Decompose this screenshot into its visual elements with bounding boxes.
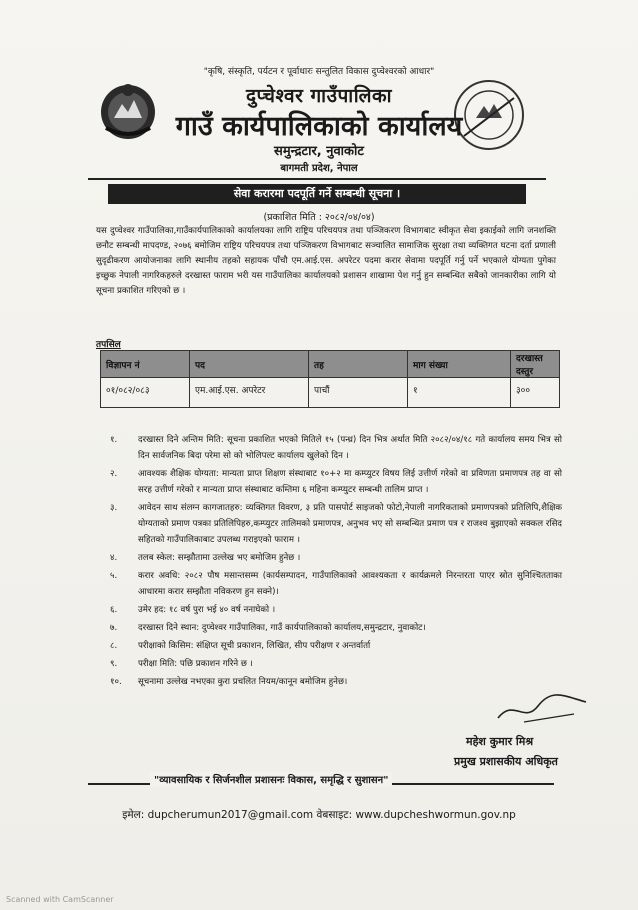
cell-level: पाचौं	[309, 378, 408, 408]
term-number: १०.	[110, 677, 122, 687]
list-item	[110, 568, 562, 600]
term-number: ४.	[110, 553, 118, 563]
term-number: ६.	[110, 605, 118, 615]
terms-list	[110, 432, 562, 692]
notice-title: सेवा करारमा पदपूर्ति गर्ने सम्बन्धी सूचना ।	[108, 184, 526, 204]
col-position: पद	[190, 351, 309, 378]
term-text: परीक्षाको किसिम: संक्षिप्त सूची प्रकाशन, लिखित, सीप परीक्षण र अन्तर्वार्ता	[138, 641, 371, 651]
term-number: ५.	[110, 571, 118, 581]
term-text: सूचनामा उल्लेख नभएका कुरा प्रचलित नियम/कानून बमोजिम हुनेछ।	[138, 677, 348, 687]
list-item	[110, 602, 562, 618]
list-item	[110, 432, 562, 464]
list-item	[110, 638, 562, 654]
col-application-fee: दरखास्त दस्तुर	[511, 351, 560, 378]
signatory-name: महेश कुमार मिश्र	[466, 735, 534, 748]
scanner-watermark: Scanned with CamScanner	[6, 895, 114, 904]
signature-icon	[494, 688, 590, 728]
intro-paragraph: यस दुप्चेश्वर गाउँपालिका,गाउँकार्यपालिकाको कार्यालयका लागि राष्ट्रिय परिचयपत्र तथा पञ्जिकरण विभागबाट स्वीकृत सेवा इकाईको लागि जनशक्ति छनौट सम्बन्धी मापदण्ड, २०७६ बमोजिम राष्ट्रिय परिचयपत्र तथा पञ्जिकरण विभागबाट सञ्चालित सामाजिक सुरक्षा तथा व्यक्तिगत घटना दर्ता प्रणाली सुदृढीकरण आयोजनाका लागि स्थानीय तहको सहायक पाँचौ एम.आई.एस. अपरेटर पदमा करार सेवामा पदपूर्ति गर्नु पर्ने भएकाले योग्यता पुगेका इच्छुक नेपाली नागरिकहरुले दरखास्त फाराम भरी यस गाउँपालिका कार्यालयको प्रशासन शाखामा पेश गर्नु हुन सम्बन्धित सबैको जानकारीका लागि यो सूचना प्रकाशित गरिएको छ ।	[96, 226, 556, 296]
term-number: १.	[110, 435, 118, 445]
cell-ad-number: ०१/०८२/०८३	[101, 378, 190, 408]
term-number: ८.	[110, 641, 118, 651]
address: समुन्द्रटार, नुवाकोट	[274, 144, 364, 159]
signatory-title: प्रमुख प्रशासकीय अधिकृत	[454, 755, 558, 768]
header-divider	[88, 178, 546, 180]
cell-demand-count: १	[408, 378, 511, 408]
term-text: तलब स्केल: सम्झौतामा उल्लेख भए बमोजिम हुनेछ ।	[138, 553, 301, 563]
tapasil-label: तपसिल	[96, 340, 121, 350]
top-motto: "कृषि, संस्कृति, पर्यटन र पूर्वाधारः सन्तुलित विकास दुप्चेश्वरको आधार"	[203, 67, 435, 77]
col-ad-number: विज्ञापन नं	[101, 351, 190, 378]
term-text: उमेर हद: १८ वर्ष पुरा भई ४० वर्ष ननाघेको ।	[138, 605, 276, 615]
footer-motto: "व्यावसायिक र सिर्जनशील प्रशासनः विकास, समृद्धि र सुशासन"	[150, 772, 392, 786]
cell-application-fee: ३००	[511, 378, 560, 408]
term-number: ३.	[110, 503, 118, 513]
list-item	[110, 550, 562, 566]
vacancy-table	[100, 350, 560, 408]
term-number: ७.	[110, 623, 118, 633]
published-date: (प्रकाशित मिति : २०८२/०४/०४)	[263, 212, 375, 223]
col-demand-count: माग संख्या	[408, 351, 511, 378]
col-level: तह	[309, 351, 408, 378]
list-item	[110, 466, 562, 498]
province: बागमती प्रदेश, नेपाल	[280, 163, 358, 174]
table-row	[101, 378, 560, 408]
list-item	[110, 500, 562, 548]
term-text: दरखास्त दिने अन्तिम मिति: सूचना प्रकाशित भएको मितिले १५ (पन्ध्र) दिन भित्र अर्थात मिति २०८२/०४/१८ गते कार्यालय समय भित्र सो दिन सार्वजनिक बिदा परेमा सो को भोलिपल्ट कार्यालय खुलेको दिन ।	[138, 435, 562, 461]
contact-info: इमेल: dupcherumun2017@gmail.com वेबसाइट: www.dupcheshwormun.gov.np	[122, 809, 516, 821]
list-item	[110, 656, 562, 672]
term-number: २.	[110, 469, 118, 479]
term-text: आवेदन साथ संलग्न कागजातहरु: व्यक्तिगत विवरण, ३ प्रति पासपोर्ट साइजको फोटो,नेपाली नागरिकताको प्रमाणपत्रको प्रतिलिपि,शैक्षिक योग्यताको प्रमाण पत्रका प्रतिलिपिहरु,कम्प्युटर तालिमको प्रमाणपत्र, अनुभव भए सो सम्बन्धित प्रमाण पत्र र राजश्व बुझाएको सक्कल रसिद सहितको गाउँपालिकाबाट उपलब्ध गराइएको फाराम ।	[138, 503, 562, 545]
term-text: करार अवधि: २०८२ पौष मसान्तसम्म (कार्यसम्पादन, गाउँपालिकाको आवश्यकता र कार्यक्रमले निरन्तरता पाएर स्रोत सुनिश्चितताका आधारमा करार सम्झौता नविकरण हुन सक्ने)।	[138, 571, 562, 597]
term-text: दरखास्त दिने स्थान: दुप्चेश्वर गाउँपालिका, गाउँ कार्यपालिकाको कार्यालय,समुन्द्रटार, नुवाकोट।	[138, 623, 426, 633]
cell-position: एम.आई.एस. अपरेटर	[190, 378, 309, 408]
office-name: गाउँ कार्यपालिकाको कार्यालय	[175, 111, 463, 142]
term-text: आवश्यक शैक्षिक योग्यता: मान्यता प्राप्त शिक्षण संस्थाबाट १०+२ मा कम्प्युटर विषय लिई उत्तीर्ण गरेको वा प्रविणता प्रमाणपत्र तह वा सो सरह उत्तीर्ण गरेको र मान्यता प्राप्त संस्थाबाट कम्तिमा ६ महिना कम्प्युटर सम्बन्धी तालिम प्राप्त ।	[138, 469, 562, 495]
org-name: दुप्चेश्वर गाउँपालिका	[245, 85, 393, 107]
list-item	[110, 620, 562, 636]
table-header-row	[101, 351, 560, 378]
term-number: ९.	[110, 659, 118, 669]
term-text: परीक्षा मिति: पछि प्रकाशन गरिने छ ।	[138, 659, 253, 669]
